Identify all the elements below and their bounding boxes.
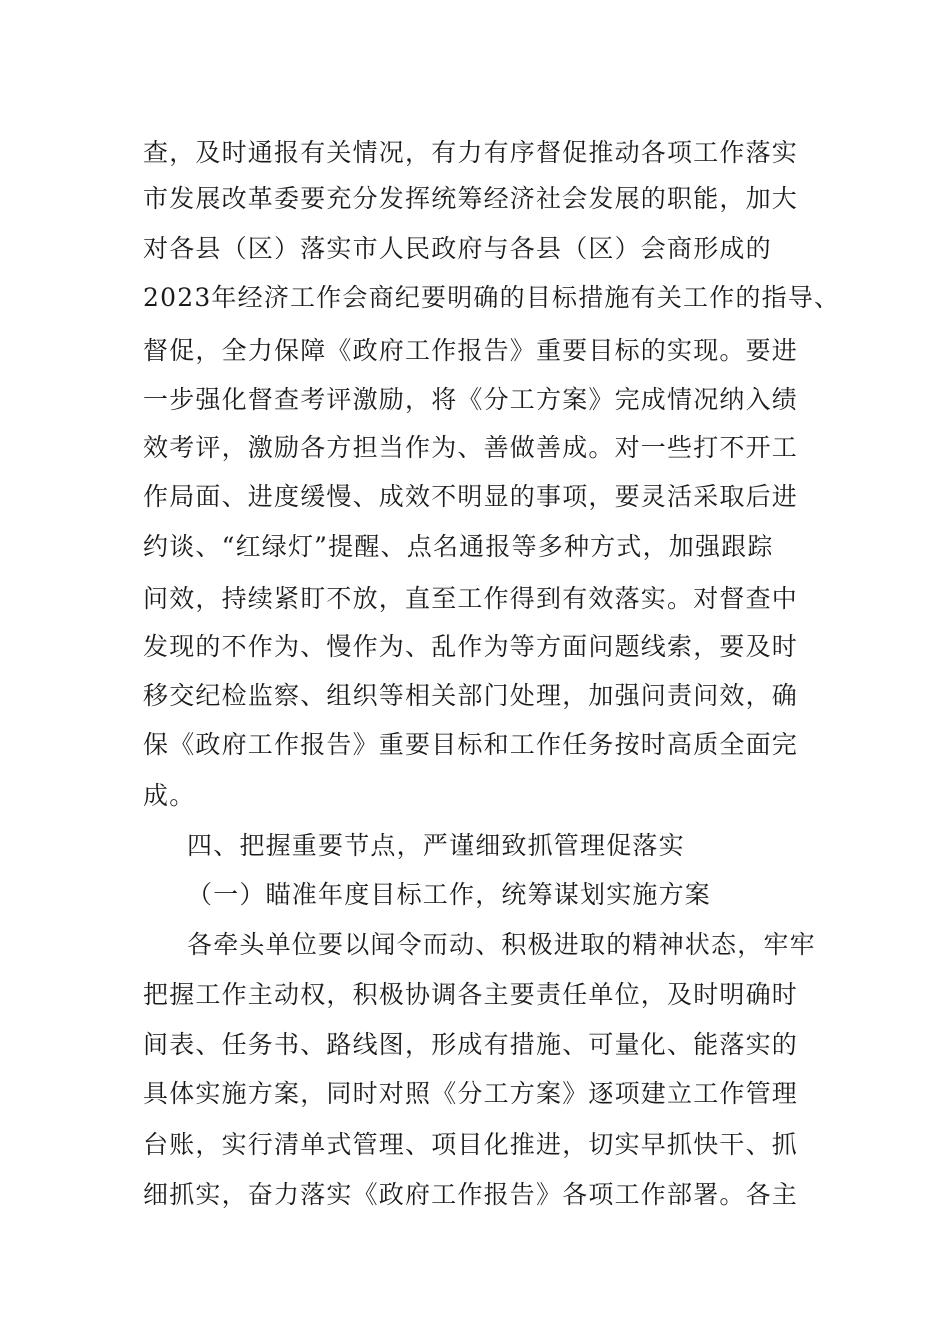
- text-line: 移交纪检监察、组织等相关部门处理，加强问责问效，确: [143, 681, 799, 710]
- text-line: 作局面、进度缓慢、成效不明显的事项，要灵活采取后进: [143, 482, 799, 511]
- text-line: 2023年经济工作会商纪要明确的目标措施有关工作的指导、: [143, 283, 841, 312]
- subsection-heading: （一）瞄准年度目标工作，统筹谋划实施方案: [187, 880, 712, 909]
- text-line: 发现的不作为、慢作为、乱作为等方面问题线索，要及时: [143, 632, 799, 661]
- text-line: 台账，实行清单式管理、项目化推进，切实早抓快干、抓: [143, 1130, 799, 1159]
- text-line: 查，及时通报有关情况，有力有序督促推动各项工作落实: [143, 138, 799, 167]
- text-line: 把握工作主动权，积极协调各主要责任单位，及时明确时: [143, 980, 799, 1009]
- text-line: 问效，持续紧盯不放，直至工作得到有效落实。对督查中: [143, 584, 799, 613]
- text-line: 市发展改革委要充分发挥统筹经济社会发展的职能，加大: [143, 184, 799, 213]
- text-line: 对各县（区）落实市人民政府与各县（区）会商形成的: [143, 234, 772, 263]
- text-line: 各牵头单位要以闻令而动、积极进取的精神状态，牢牢: [187, 930, 816, 959]
- text-line: 效考评，激励各方担当作为、善做善成。对一些打不开工: [143, 433, 799, 462]
- text-line: 约谈、“红绿灯”提醒、点名通报等多种方式，加强跟踪: [143, 532, 774, 561]
- text-line: 督促，全力保障《政府工作报告》重要目标的实现。要进: [143, 336, 799, 365]
- section-heading: 四、把握重要节点，严谨细致抓管理促落实: [187, 831, 685, 860]
- text-line: 具体实施方案，同时对照《分工方案》逐项建立工作管理: [143, 1079, 799, 1108]
- text-line: 间表、任务书、路线图，形成有措施、可量化、能落实的: [143, 1030, 799, 1059]
- text-line: 成。: [143, 781, 196, 810]
- text-line: 一步强化督查考评激励，将《分工方案》完成情况纳入绩: [143, 385, 799, 414]
- text-line: 细抓实，奋力落实《政府工作报告》各项工作部署。各主: [143, 1180, 799, 1209]
- text-line: 保《政府工作报告》重要目标和工作任务按时高质全面完: [143, 730, 799, 759]
